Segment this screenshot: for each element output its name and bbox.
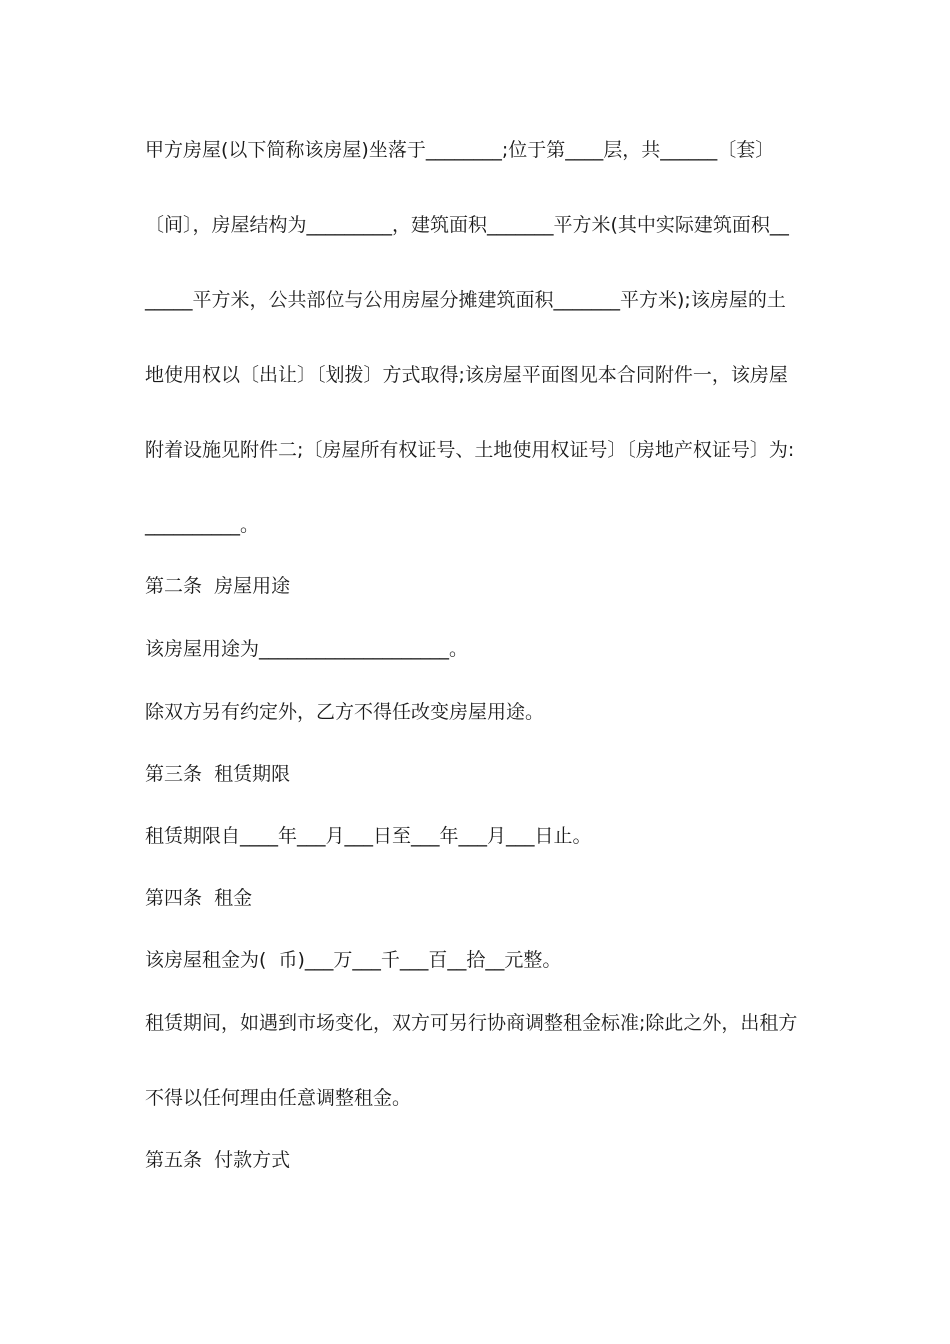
rent-adjustment-line-2: 不得以任何理由任意调整租金。 — [145, 1087, 412, 1109]
lease-term-line: 租赁期限自____年___月___日至___年___月___日止。 — [145, 825, 592, 847]
usage-line: 该房屋用途为____________________。 — [145, 638, 469, 660]
property-structure-line: 〔间〕，房屋结构为_________，建筑面积_______平方米(其中实际建筑面积__ — [145, 214, 789, 236]
article-2-heading: 第二条 房屋用途 — [145, 575, 291, 597]
rent-adjustment-line: 租赁期间，如遇到市场变化，双方可另行协商调整租金标准;除此之外，出租方 — [145, 1012, 798, 1034]
article-3-heading: 第三条 租赁期限 — [145, 763, 291, 785]
certificate-line: 附着设施见附件二;〔房屋所有权证号、土地使用权证号〕〔房地产权证号〕为: — [145, 439, 795, 461]
land-use-line: 地使用权以〔出让〕〔划拨〕方式取得;该房屋平面图见本合同附件一，该房屋 — [145, 364, 788, 386]
certificate-number-line: __________。 — [145, 514, 260, 536]
usage-restriction-line: 除双方另有约定外，乙方不得任改变房屋用途。 — [145, 701, 545, 723]
property-location-line: 甲方房屋(以下简称该房屋)坐落于________;位于第____层，共______〔套〕 — [145, 139, 775, 161]
article-5-heading: 第五条 付款方式 — [145, 1149, 291, 1171]
shared-area-line: _____平方米，公共部位与公用房屋分摊建筑面积_______平方米);该房屋的土 — [145, 289, 786, 311]
rent-amount-line: 该房屋租金为( 币)___万___千___百__拾__元整。 — [145, 949, 562, 971]
article-4-heading: 第四条 租金 — [145, 887, 253, 909]
